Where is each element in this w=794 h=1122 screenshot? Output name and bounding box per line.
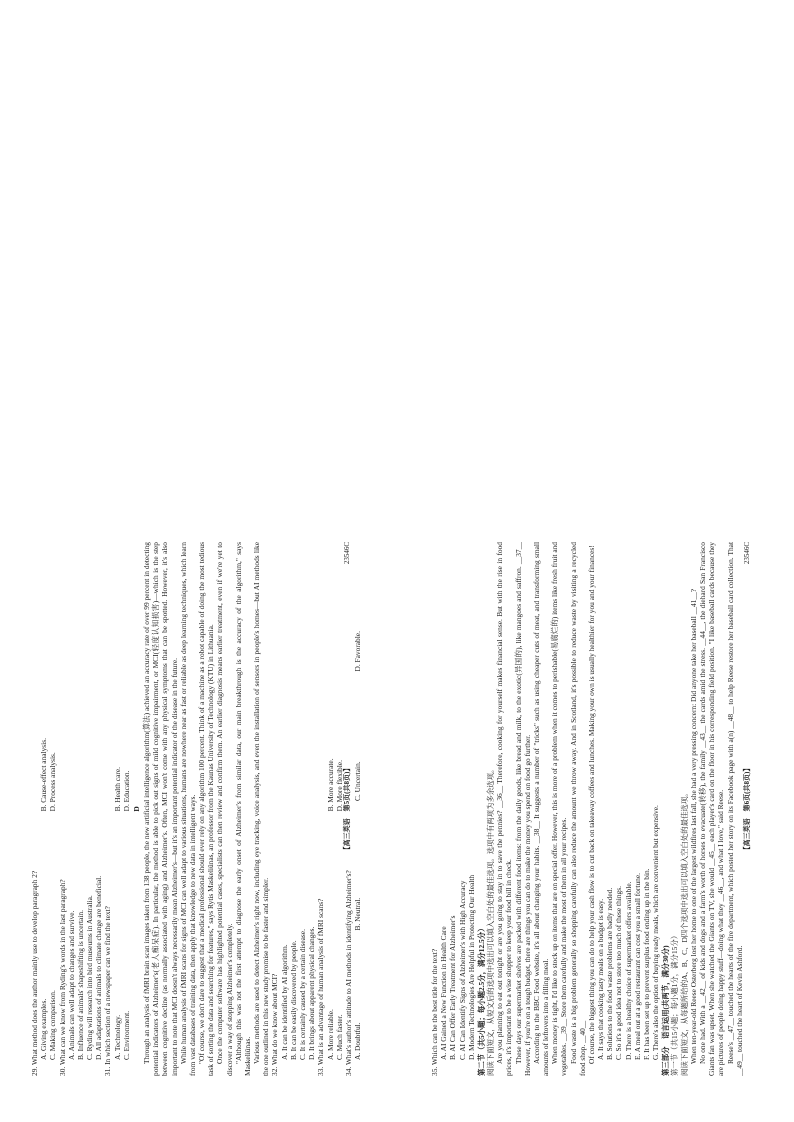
gap-fill-paragraph: According to the BBC Food website, it's all about changing your habits. __38__ It suggests a number of "tricks" such as using cheaper cuts of meat, and transforming small amounts of leftovers into a filling meal. xyxy=(531,542,551,1076)
question-33-stem: 33. What is an advantage of human analysis of fMRI scans? xyxy=(316,898,326,1076)
footer-page-label: 【高三英语 第5页(共8页)】 xyxy=(343,764,351,854)
part-3-section-1-heading: 第一节（共15小题；每小题1分，满分15分） xyxy=(670,931,680,1076)
option: A. More reliable. xyxy=(325,1009,335,1060)
question-35-options xyxy=(439,542,476,1076)
gap-fill-paragraph: Food waste is a big problem generally so shopping carefully can also reduce the amount we throw away. And in Scotland, it's possible to reduce waste by visiting a recycled food shop. __40__ xyxy=(568,542,587,1076)
passage-d-paragraph: While human analysis of fMRI scans for signs of MCI can well adapt to various situations, humans are nowhere near as fast or reliable as deep learning techniques, which learn from vast databases of training data, then apply that knowledge to new data in intelligent ways. xyxy=(178,542,197,1076)
option: C. Uncertain. xyxy=(353,761,363,801)
cloze-paragraph: Reese's __47__ touched the hearts of the fire department, which posted her story on its Facebook page with a(n) __48__ to help Reese restore her baseball card collection. That __49__ touched the heart of Kevin Ashford. xyxy=(725,542,744,1076)
sheet-body xyxy=(430,542,744,1076)
cloze-paragraph: When ten-year-old Reese Osterberg lost her home to one of the largest wildfires last fall, she had a very pressing concern: Did anyone take her baseball __41__? xyxy=(688,588,698,1064)
question-35-stem: 35. Which can be the best title for the text? xyxy=(430,948,439,1076)
passage-d-paragraph: "Of course, we don't dare to suggest that a medical professional should ever rely on any algorithm 100 percent. Think of a machine as a robot capable of doing the most tedious task of sorting the data and searching for features," says Rytis Maskeliūnas, an professor from the Kaunas University of Technology (KTU) in Lithuania. xyxy=(197,542,216,1076)
option: B. Neutral. xyxy=(353,897,363,931)
option: B. Influence of animals' shapeshifting is uncertain. xyxy=(75,910,85,1060)
footer-exam-code: 23546C xyxy=(343,542,351,565)
option: C. It is certainly caused by a certain disease. xyxy=(297,929,307,1060)
section-2-heading: 第二节（共5小题；每小题2.5分，满分12.5分） xyxy=(476,924,486,1076)
page-footer xyxy=(743,542,755,1076)
option: B. Cause-effect analysis. xyxy=(39,738,49,812)
option: D. Process analysis. xyxy=(48,752,58,812)
gap-fill-paragraph: Of course, the biggest thing you can do to help your cash flow is to cut back on takeaway coffees and lunches. Making your own is usually healthier for you and your finances! xyxy=(586,545,596,1064)
passage-d-paragraph: Various methods are used to detect Alzheimer's right now, including eye tracking, voice analysis, and even the installation of sensors in people's homes—but AI methods like the one outlined in this new study promise to be faster and simpler. xyxy=(252,542,271,1076)
passage-d-heading: D xyxy=(131,806,141,812)
option: B. More accurate. xyxy=(325,758,335,812)
option: A. Giving examples. xyxy=(39,998,49,1060)
question-32-options xyxy=(280,542,317,1076)
option: F. It has been set up to prevent surplus food ending up in the bin. xyxy=(641,868,651,1060)
option: G. There's also the option of buying ready meals, which are convenient but expensive. xyxy=(651,805,661,1060)
option: E. A meal out at a good restaurant can cost you a small fortune. xyxy=(632,873,642,1060)
gap-fill-paragraph: These days our supermarket shelves are packed with different food items: from the daily goods, like bread and milk, to the exotic(异国的), like mangoes and saffron. __37__ However, if you're on a tough budget, there are things you can do to make the money you spend on food go further. xyxy=(513,542,532,1076)
option: A. It can be identified by AI algorithm. xyxy=(279,944,289,1060)
option: B. It can be easily discovered by people. xyxy=(288,940,298,1060)
question-31-stem: 31. In which section of a newspaper can we find the text? xyxy=(103,906,113,1076)
gap-fill-options xyxy=(596,542,660,1076)
question-32-stem: 32. What do we know about MCI? xyxy=(270,973,280,1076)
option: B. Health care. xyxy=(112,767,122,812)
question-29-options xyxy=(39,542,57,1076)
option: B. AI Can Offer Early Treatment for Alzheimer's xyxy=(448,915,458,1060)
option: D. There is a healthy choice of supermarket offers available. xyxy=(623,881,633,1060)
gap-fill-paragraph: Are you planning to eat out tonight or are you going to stay in to save the pennies? __36__ Therefore, cooking for yourself makes financial sense. But with the rise in food prices, it's important to be a wise shopper to keep your food bill in check. xyxy=(495,542,514,1076)
option: C. Environment. xyxy=(121,1010,131,1060)
section-2-instructions: 阅读下面短文，从短文后的选项中选出可以填入空白处的最佳选项。选项中有两项为多余选项。 xyxy=(486,765,496,1076)
passage-d-paragraph: Through an analysis of fMRI brain scan images taken from 138 people, the new artificial intelligence algorithm(算法) achieved an accuracy rate of over 99 percent in detecting potential indicators of Alzheimer's(老人痴呆症). In particular, the method is able to pick out signs of mild cognitive impairment, or MCI(轻度认知损害)—which is the step between cognitive decline (as normally associated with aging) and Alzheimer's. Often, MCI won't come with any physical symptoms that can be spotted. However, it's also important to note that MCI doesn't always necessarily mean Alzheimer's—but it's an important potential indicator of the disease in the future. xyxy=(142,542,179,1076)
part-3-instructions: 阅读下面短文，从每题所给的A、B、C、D四个选项中选出可以填入空白处的最佳选项。 xyxy=(679,789,689,1076)
option: D. Favorable. xyxy=(353,631,363,672)
option: A. AI Gained a New Function in Health Care xyxy=(439,926,449,1060)
question-30-stem: 30. What can we know from Ryding's words in the last paragraph? xyxy=(57,879,67,1076)
option: A. Technology. xyxy=(112,1014,122,1060)
option: D. All adaptations of animals to climate change are beneficial. xyxy=(94,875,104,1060)
option: C. AI Can Identify Signs of Alzheimer's with High Accuracy xyxy=(457,880,467,1060)
exam-sheet-page-5 xyxy=(30,542,363,1076)
question-34-stem: 34. What's author's attitude to AI methods in identifying Alzheimer's? xyxy=(343,870,353,1076)
footer-page-label: 【高三英语 第6页(共8页)】 xyxy=(743,764,751,854)
part-3-heading: 第三部分 语言运用(共两节，满分30分) xyxy=(661,945,671,1076)
option: C. Ryding will research into bird museums in Australia. xyxy=(85,895,95,1060)
option: D. Modern Technologies Are Helpful in Protecting Our Health xyxy=(466,874,476,1060)
option: C. Much faster. xyxy=(334,1014,344,1060)
option: A. Animals can well adapt to changes and survive. xyxy=(66,910,76,1060)
question-31-options xyxy=(113,542,131,1076)
option: D. Education. xyxy=(121,770,131,812)
option: C. Making comparison. xyxy=(48,990,58,1060)
passage-d-paragraph: Once the computer software has highlighted potential cases, specialists can then review and confirm them. An earlier diagnosis means earlier treatment, even if we're yet to discover a way of stopping Alzheimer's completely. xyxy=(215,542,234,1076)
footer-exam-code: 23546C xyxy=(743,542,751,565)
question-29-stem: 29. What method does the author mainly use to develop paragraph 2? xyxy=(30,870,39,1076)
cloze-paragraph: No one had. With a __42__ of kids and dogs and a farm's worth of horses to evacuate(转移), the family __43__ the cards amid the stress. __44__, the diehard San Francisco Giants fan was upset. When she watched the Giants on TV, she would __45__ each player's card on the floor in his corresponding field position. "I like baseball cards because they are pictures of people doing happy stuff—doing what they __46__, and what I love," said Reese. xyxy=(697,542,726,1076)
page-footer xyxy=(343,542,355,1076)
option: A. It says that cooking tasty meals on a budget is easy. xyxy=(596,898,606,1060)
option: A. Doubtful. xyxy=(353,1022,363,1060)
option: C. So it's a good idea not to store too much of these things. xyxy=(614,886,624,1060)
passage-d-paragraph: "Although this was not the first attempt to diagnose the early onset of Alzheimer's from similar data, our main breakthrough is the accuracy of the algorithm," says Maskeliūnas. xyxy=(233,542,252,1076)
option: D. More flexible. xyxy=(334,760,344,812)
gap-fill-paragraph: When money is tight, I'd like to stock up on items that are on special offer. However, this is more of a problem when it comes to perishable(易腐烂的) items like fresh fruit and vegetables. __39__ Store them carefully and make the most of them in all your recipes. xyxy=(550,542,569,1076)
exam-sheet-page-6 xyxy=(430,542,755,1076)
option: D. It brings about apparent physical changes. xyxy=(307,926,317,1060)
question-30-options xyxy=(67,542,104,1076)
option: B. Solutions to the food waste problems are badly needed. xyxy=(605,887,615,1060)
question-33-options xyxy=(326,542,344,1076)
